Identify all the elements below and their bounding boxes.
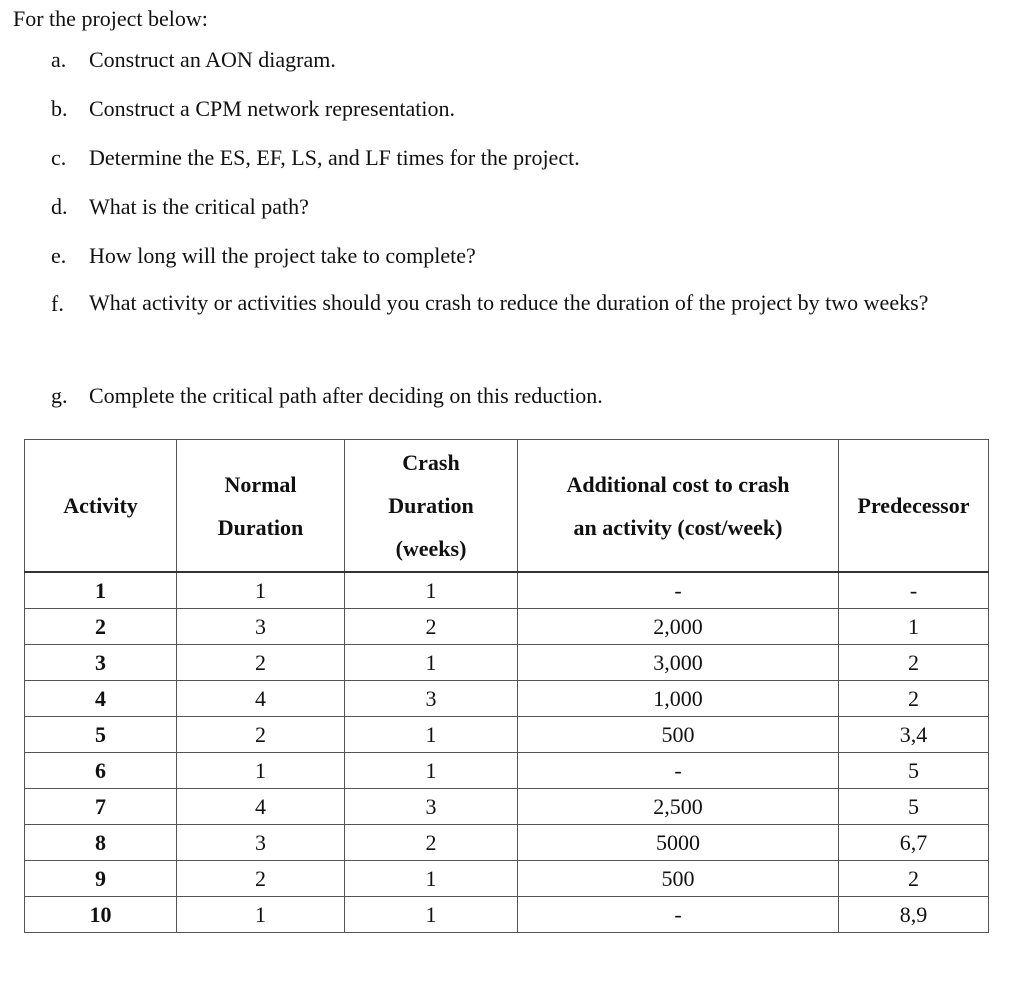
cell-crash-duration: 3 <box>345 789 518 825</box>
cell-activity: 2 <box>25 609 177 645</box>
cell-activity: 5 <box>25 717 177 753</box>
cell-crash-cost: - <box>518 572 839 609</box>
cell-normal-duration: 2 <box>177 717 345 753</box>
cell-predecessor: 1 <box>839 609 989 645</box>
cell-activity: 7 <box>25 789 177 825</box>
cell-activity: 6 <box>25 753 177 789</box>
cell-normal-duration: 3 <box>177 825 345 861</box>
cell-crash-duration: 3 <box>345 681 518 717</box>
cell-crash-duration: 2 <box>345 609 518 645</box>
cell-predecessor: 2 <box>839 645 989 681</box>
question-text: Determine the ES, EF, LS, and LF times for the project. <box>89 145 580 170</box>
question-text: Construct a CPM network representation. <box>89 96 455 121</box>
cell-crash-cost: 1,000 <box>518 681 839 717</box>
question-letter: d. <box>51 194 68 219</box>
cell-predecessor: 2 <box>839 861 989 897</box>
cell-crash-cost: 2,000 <box>518 609 839 645</box>
cell-activity: 9 <box>25 861 177 897</box>
question-letter: f. <box>51 291 64 316</box>
table-header-row <box>25 440 989 573</box>
cell-crash-cost: - <box>518 897 839 933</box>
table-row <box>25 572 989 609</box>
cell-predecessor: 3,4 <box>839 717 989 753</box>
question-text: Construct an AON diagram. <box>89 47 336 72</box>
header-line: an activity (cost/week) <box>573 514 783 540</box>
table-row <box>25 897 989 933</box>
header-predecessor <box>839 440 989 573</box>
cell-crash-duration: 1 <box>345 897 518 933</box>
cell-crash-duration: 1 <box>345 572 518 609</box>
question-text: How long will the project take to complete? <box>89 243 476 268</box>
cell-crash-cost: 500 <box>518 717 839 753</box>
header-line: (weeks) <box>395 536 467 561</box>
header-line: Crash <box>402 450 460 475</box>
question-text: What activity or activities should you crash to reduce the duration of the project by two weeks? <box>89 290 929 315</box>
cell-activity: 4 <box>25 681 177 717</box>
cell-crash-cost: 2,500 <box>518 789 839 825</box>
cell-activity: 1 <box>25 572 177 609</box>
table-row <box>25 717 989 753</box>
cell-crash-cost: - <box>518 753 839 789</box>
header-crash-duration <box>345 440 518 573</box>
header-line: Normal <box>224 471 297 497</box>
header-predecessor-label: Predecessor <box>857 493 970 518</box>
cell-normal-duration: 4 <box>177 681 345 717</box>
cell-crash-duration: 1 <box>345 645 518 681</box>
cell-normal-duration: 1 <box>177 572 345 609</box>
table-row <box>25 609 989 645</box>
cell-normal-duration: 1 <box>177 753 345 789</box>
cell-activity: 8 <box>25 825 177 861</box>
cell-crash-duration: 1 <box>345 861 518 897</box>
header-activity <box>25 440 177 573</box>
cell-crash-cost: 500 <box>518 861 839 897</box>
cell-predecessor: 6,7 <box>839 825 989 861</box>
cell-crash-duration: 1 <box>345 753 518 789</box>
cell-predecessor: 2 <box>839 681 989 717</box>
header-crash-cost <box>518 440 839 573</box>
cell-normal-duration: 4 <box>177 789 345 825</box>
cell-predecessor: 8,9 <box>839 897 989 933</box>
cell-activity: 10 <box>25 897 177 933</box>
cell-normal-duration: 2 <box>177 645 345 681</box>
cell-normal-duration: 1 <box>177 897 345 933</box>
cell-normal-duration: 2 <box>177 861 345 897</box>
cell-predecessor: 5 <box>839 753 989 789</box>
question-letter: c. <box>51 145 67 170</box>
header-normal-duration <box>177 440 345 573</box>
cell-crash-cost: 3,000 <box>518 645 839 681</box>
question-text: What is the critical path? <box>89 194 309 219</box>
table-row <box>25 861 989 897</box>
table-row <box>25 681 989 717</box>
cell-crash-cost: 5000 <box>518 825 839 861</box>
question-letter: b. <box>51 96 68 121</box>
question-text: Complete the critical path after deciding on this reduction. <box>89 383 603 408</box>
cell-predecessor: 5 <box>839 789 989 825</box>
table-row <box>25 789 989 825</box>
table-row <box>25 753 989 789</box>
question-letter: e. <box>51 243 67 268</box>
cell-normal-duration: 3 <box>177 609 345 645</box>
table-row <box>25 825 989 861</box>
header-line: Duration <box>217 514 304 540</box>
header-activity-label: Activity <box>63 493 138 518</box>
cell-activity: 3 <box>25 645 177 681</box>
header-line: Additional cost to crash <box>566 471 790 497</box>
activity-table <box>24 439 989 933</box>
cell-crash-duration: 2 <box>345 825 518 861</box>
table-row <box>25 645 989 681</box>
question-letter: g. <box>51 383 68 408</box>
intro-text: For the project below: <box>13 6 208 31</box>
cell-crash-duration: 1 <box>345 717 518 753</box>
question-letter: a. <box>51 47 67 72</box>
header-line: Duration <box>388 493 474 518</box>
cell-predecessor: - <box>839 572 989 609</box>
